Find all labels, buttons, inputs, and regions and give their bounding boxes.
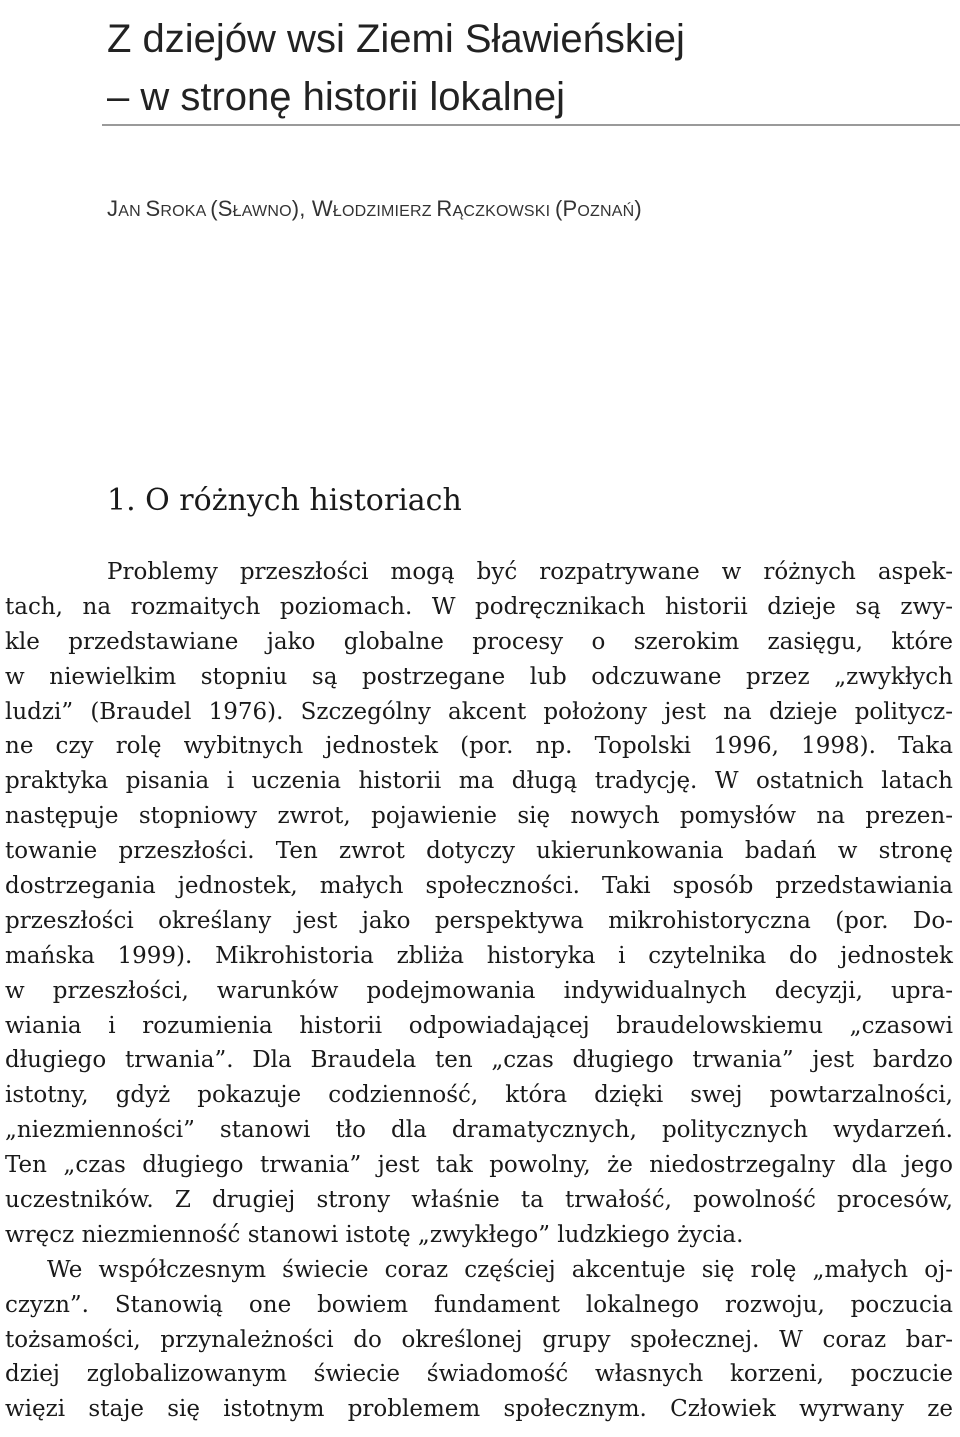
text-line: wręcz niezmienność stanowi istotę „zwykłego” ludzkiego życia. — [5, 1221, 744, 1248]
text-line: ne czy rolę wybitnych jednostek (por. np. Topolski 1996, 1998). Taka — [5, 733, 953, 760]
title-divider — [102, 124, 960, 126]
title-line-2: – w stronę historii lokalnej — [107, 75, 565, 119]
text-line: mańska 1999). Mikrohistoria zbliża historyka i czytelnika do jednostek — [5, 942, 953, 969]
text-line: dziej zglobalizowanym świecie świadomość własnych korzeni, poczucie — [5, 1361, 953, 1388]
text-line: „niezmienności” stanowi tło dla dramatycznych, politycznych wydarzeń. — [5, 1117, 953, 1144]
text-line: następuje stopniowy zwrot, pojawienie się nowych pomysłów na prezen- — [5, 803, 953, 830]
authors-line — [107, 196, 642, 225]
text-line: wiania i rozumienia historii odpowiadającej braudelowskiemu „czasowi — [5, 1012, 953, 1039]
text-line: więzi staje się istotnym problemem społecznym. Człowiek wyrwany ze — [5, 1396, 953, 1423]
text-line: ludzi” (Braudel 1976). Szczególny akcent położony jest na dzieje politycz- — [5, 698, 953, 725]
body-text — [0, 555, 960, 1427]
section-heading: 1. O różnych historiach — [107, 483, 462, 518]
author-2: WŁODZIMIERZ RĄCZKOWSKI (POZNAŃ) — [311, 196, 642, 221]
text-line: w niewielkim stopniu są postrzegane lub odczuwane przez „zwykłych — [5, 663, 953, 690]
text-line: tach, na rozmaitych poziomach. W podręcznikach historii dzieje są zwy- — [5, 593, 953, 620]
text-line: Ten „czas długiego trwania” jest tak powolny, że niedostrzegalny dla jego — [5, 1152, 953, 1179]
title-line-1: Z dziejów wsi Ziemi Sławieńskiej — [107, 17, 685, 61]
text-line: We współczesnym świecie coraz częściej akcentuje się rolę „małych oj- — [47, 1256, 953, 1283]
text-line: Problemy przeszłości mogą być rozpatrywane w różnych aspek- — [107, 559, 953, 585]
text-line: w przeszłości, warunków podejmowania indywidualnych decyzji, upra- — [5, 977, 953, 1004]
text-line: towanie przeszłości. Ten zwrot dotyczy ukierunkowania badań w stronę — [5, 838, 953, 865]
text-line: praktyka pisania i uczenia historii ma długą tradycję. W ostatnich latach — [5, 768, 953, 795]
text-line: przeszłości określany jest jako perspektywa mikrohistoryczna (por. Do- — [5, 907, 953, 934]
article-title — [107, 10, 960, 126]
text-line: dostrzegania jednostek, małych społeczności. Taki sposób przedstawiania — [5, 873, 953, 900]
text-line: długiego trwania”. Dla Braudela ten „czas długiego trwania” jest bardzo — [5, 1047, 953, 1074]
author-1: JAN SROKA (SŁAWNO), — [107, 196, 312, 221]
text-line: kle przedstawiane jako globalne procesy o szerokim zasięgu, które — [5, 628, 953, 655]
text-line: istotny, gdyż pokazuje codzienność, która dzięki swej powtarzalności, — [5, 1082, 953, 1109]
text-line: uczestników. Z drugiej strony właśnie ta trwałość, powolność procesów, — [5, 1187, 953, 1214]
text-line: czyzn”. Stanowią one bowiem fundament lokalnego rozwoju, poczucia — [5, 1291, 953, 1318]
text-line: tożsamości, przynależności do określonej grupy społecznej. W coraz bar- — [5, 1326, 953, 1353]
